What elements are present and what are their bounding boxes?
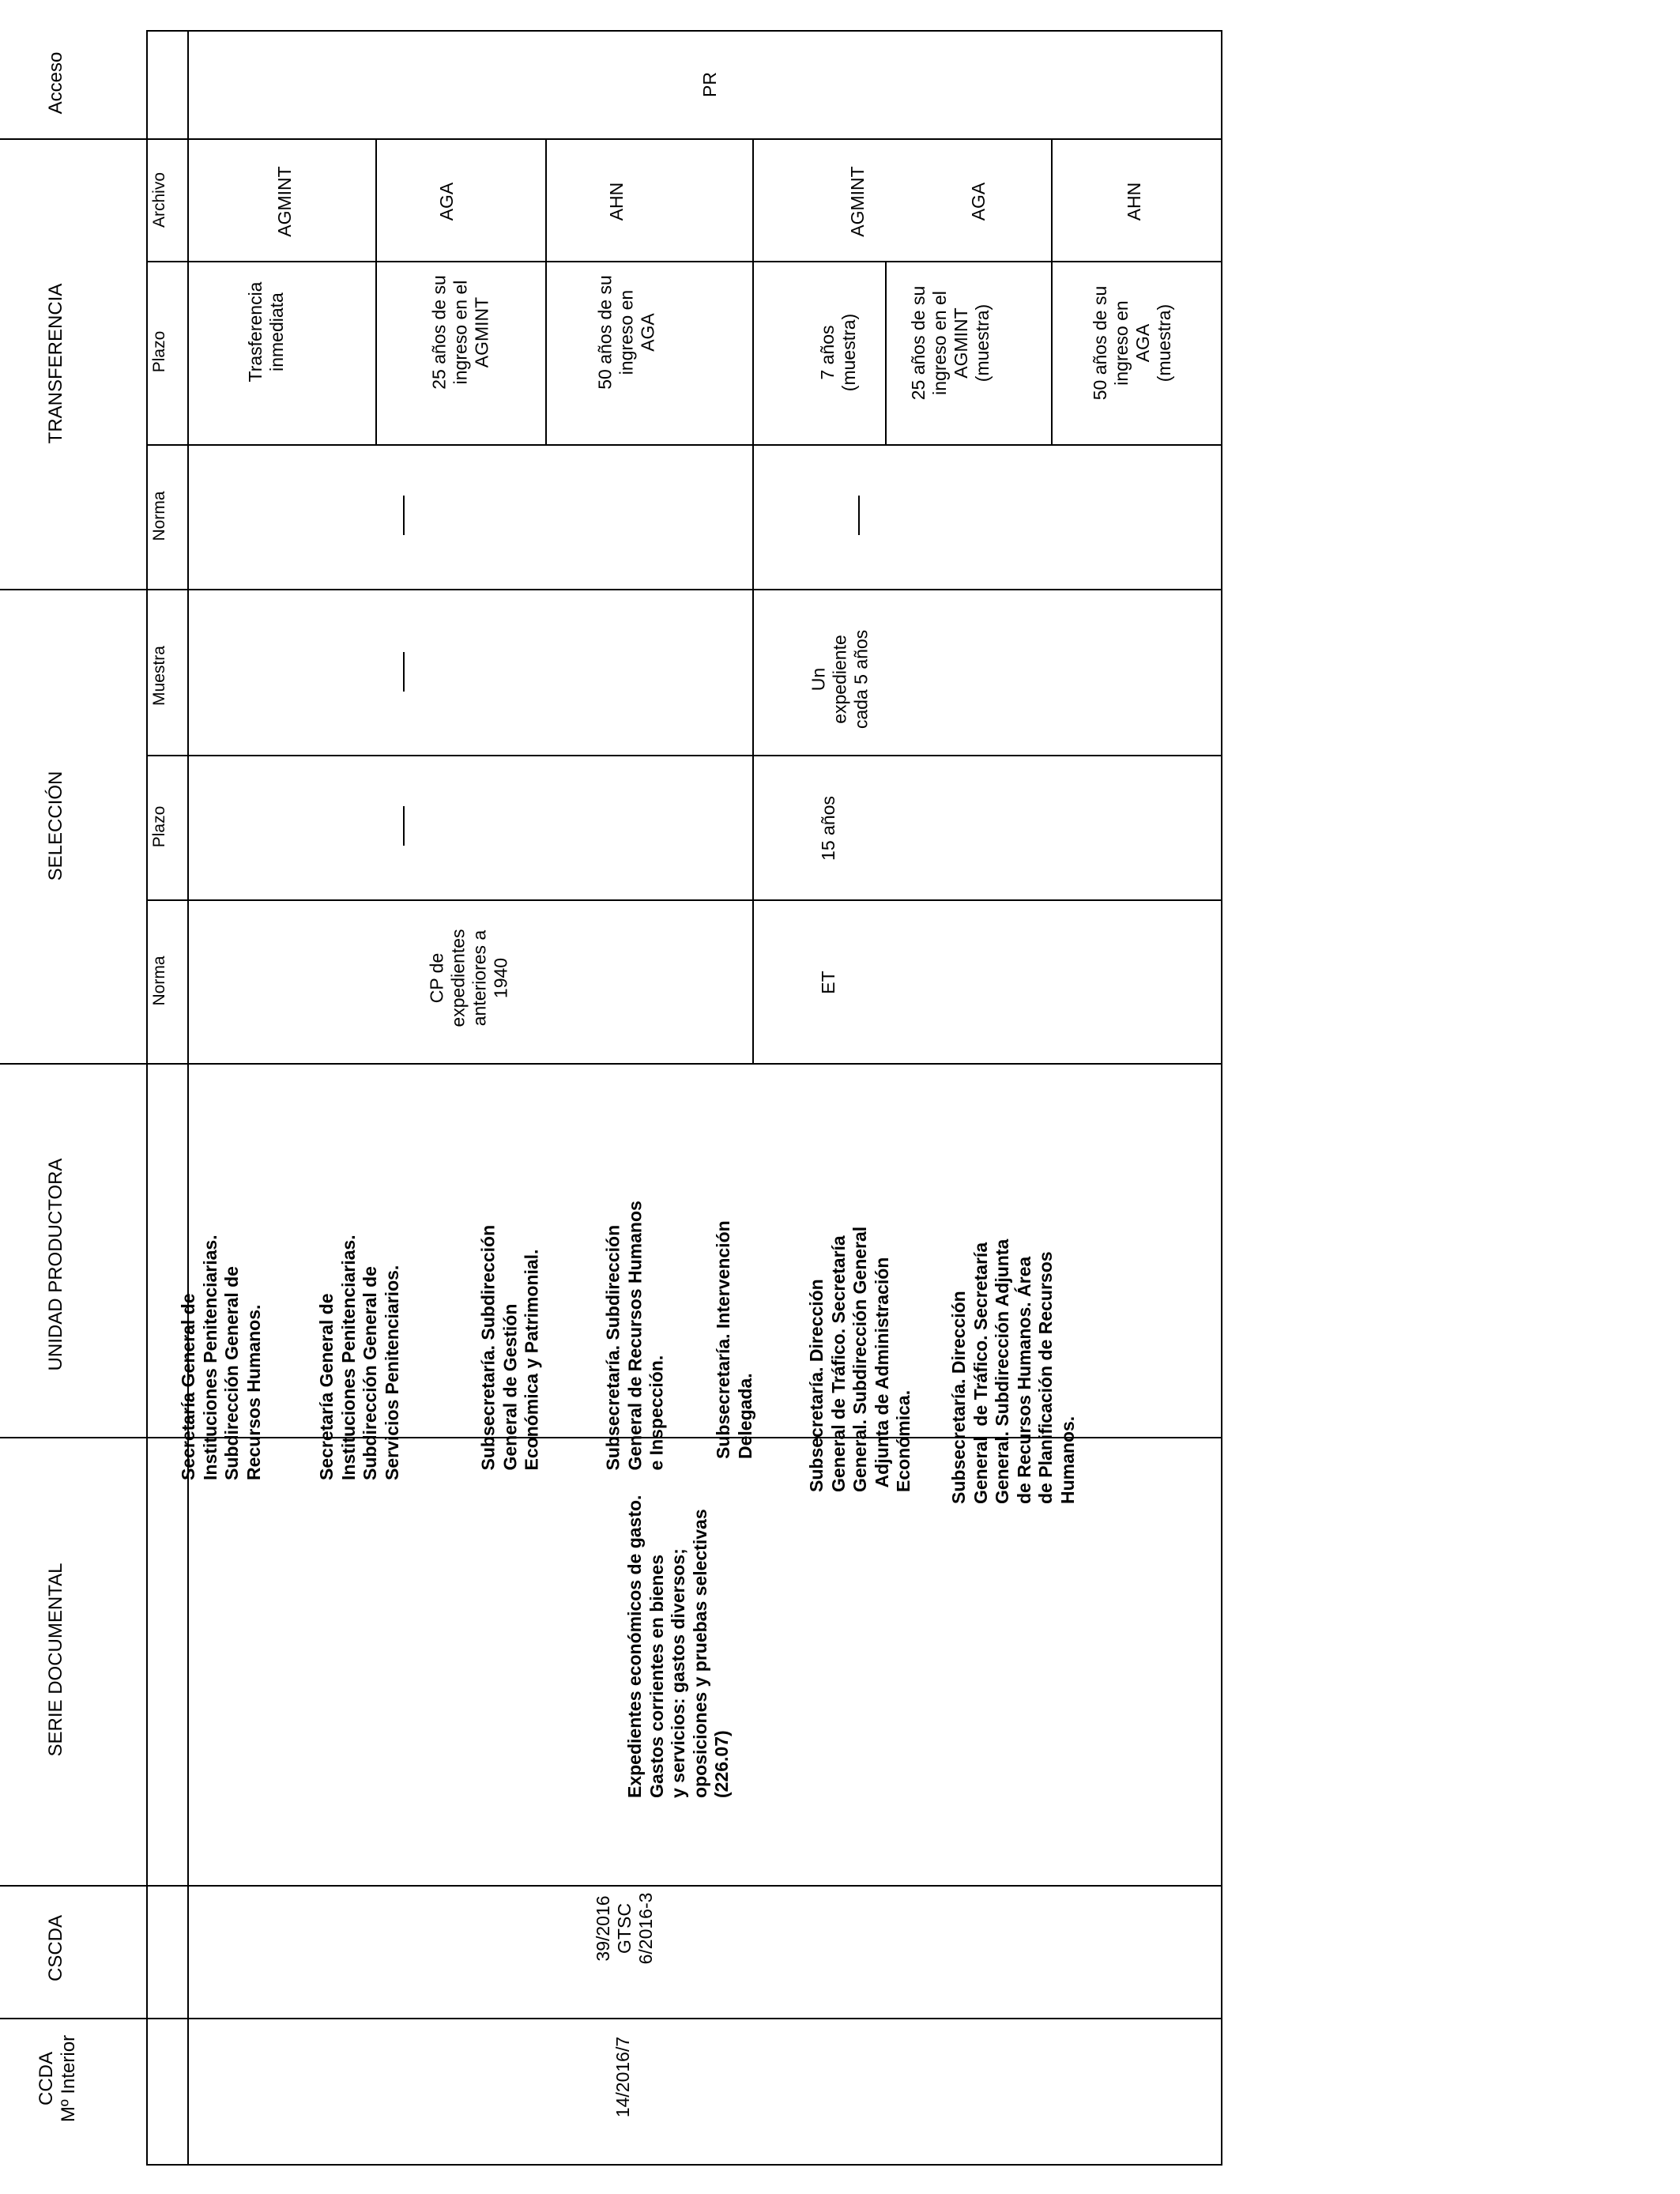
unidad-item-5: Subsecretaría. Intervención Delegada. [713,1220,755,1459]
g2-tr-archivo-1: AGMINT [847,166,868,237]
sep-tr-archivo-plazo [146,261,1222,262]
g1-tr-archivo-2: AGA [436,182,457,221]
group-divider [752,138,754,1063]
unidad-item-3: Subsecretaría. Subdirección General de Gestión Económica y Patrimonial. [477,1224,542,1471]
unidad-item-4: Subsecretaría. Subdirección General de Recursos Humanos e Inspección. [602,1201,667,1471]
sep-cscda [0,2018,1222,2019]
table-border-left [146,30,148,2164]
subheader-tr-archivo: Archivo [150,172,168,228]
subheader-tr-plazo: Plazo [150,330,168,373]
g2-tr-archivo-2: AGA [968,182,989,221]
header-seleccion: SELECCIÓN [45,771,66,881]
cell-serie-documental: Expedientes económicos de gasto. Gastos corrientes en bienes y servicios: gastos diversos; oposiciones y pruebas selectivas (226.07) [624,1495,733,1798]
header-cscda: CSCDA [45,1915,66,1982]
cell-ccda: 14/2016/7 [612,2036,633,2118]
header-transferencia: TRANSFERENCIA [45,283,66,444]
header-ccda: CCDA Mº Interior [36,2034,80,2123]
g2-tr-archivo-3: AHN [1124,182,1144,221]
sep-transferencia [0,589,1222,590]
g2-tr-plazo-3: 50 años de su ingreso en AGA (muestra) [1090,285,1174,401]
g1-row-divider-1 [375,138,377,444]
g2-sel-muestra: Un expediente cada 5 años [808,629,872,729]
subheader-sel-muestra: Muestra [150,646,168,706]
g2-tr-norma-dash [858,496,860,535]
sep-tr-plazo-norma [146,444,1222,446]
g2-sel-plazo: 15 años [818,796,838,861]
cell-cscda: 39/2016 GTSC 6/2016-3 [593,1892,656,1965]
g1-tr-plazo-1: Trasferencia inmediata [245,281,287,383]
g1-sel-plazo-dash [403,806,405,846]
g1-sel-norma: CP de expedientes anteriores a 1940 [426,929,511,1027]
sep-sel-muestra-plazo [146,755,1222,756]
subheader-sel-plazo: Plazo [150,805,168,848]
g2-tr-plazo-2: 25 años de su ingreso en el AGMINT (muestra) [908,285,993,401]
g1-row-divider-2 [545,138,547,444]
g1-tr-plazo-2: 25 años de su ingreso en el AGMINT [428,275,492,390]
header-acceso: Acceso [45,51,66,115]
subheader-tr-norma: Norma [150,491,168,541]
g1-tr-norma-dash [403,496,405,535]
unidad-item-6: Subsecretaría. Dirección General de Tráfico. Secretaría General. Subdirección General Adjunta de Administración Económica. [806,1226,914,1492]
subheader-sel-norma: Norma [150,956,168,1006]
unidad-item-1: Secretaría General de Instituciones Penitenciarias. Subdirección General de Recursos Humanos. [178,1235,264,1480]
g1-sel-muestra-dash [403,652,405,692]
cell-acceso: PR [699,72,720,97]
g2-row-divider-2 [1051,138,1053,444]
unidad-item-2: Secretaría General de Instituciones Penitenciarias. Subdirección General de Servicios Penitenciarios. [316,1235,402,1480]
unidad-item-7: Subsecretaría. Dirección General de Tráfico. Secretaría General. Subdirección Adjunta de Recursos Humanos. Área de Planificación de Recursos Humanos. [948,1238,1078,1504]
g2-sel-norma: ET [818,971,838,994]
sep-seleccion [0,1063,1222,1065]
page-edge [0,30,2,2164]
table-border-right [1221,30,1222,2164]
g1-tr-plazo-3: 50 años de su ingreso en AGA [594,275,658,390]
g1-tr-archivo-3: AHN [606,182,627,221]
sep-sel-plazo-norma [146,899,1222,901]
header-serie: SERIE DOCUMENTAL [45,1563,66,1757]
subheader-divider [187,30,189,2164]
header-unidad: UNIDAD PRODUCTORA [45,1158,66,1371]
table-border-bottom [146,2164,1222,2166]
g2-plazo-divider-1 [885,261,887,444]
g1-tr-archivo-1: AGMINT [274,166,295,237]
g2-tr-plazo-1: 7 años (muestra) [817,313,859,392]
table-border-top [146,30,1222,32]
